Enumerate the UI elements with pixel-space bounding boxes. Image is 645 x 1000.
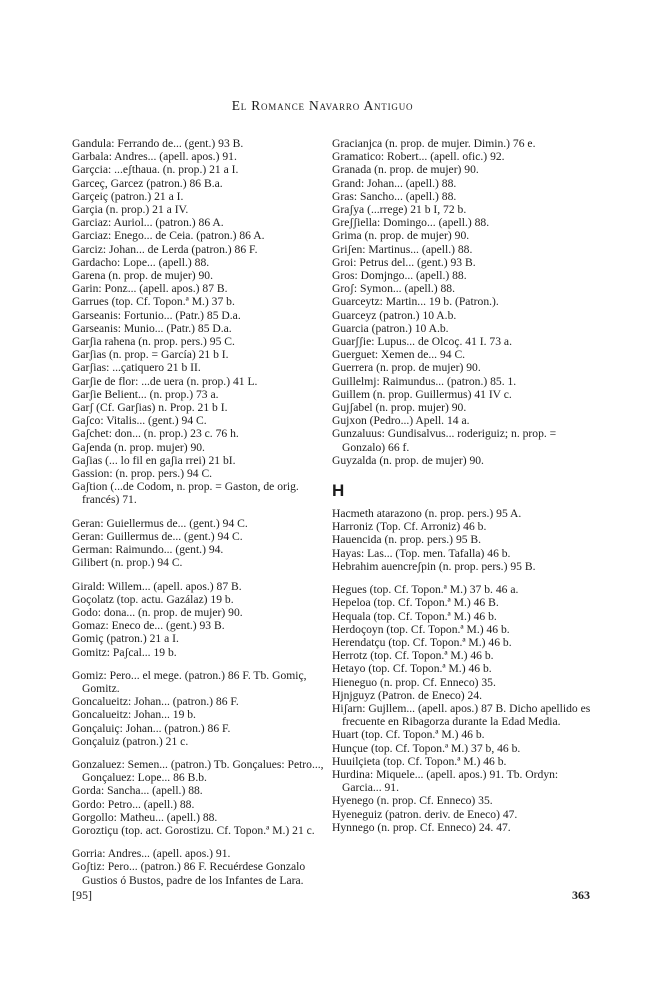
index-entry: Hynnego (n. prop. Cf. Enneco) 24. 47. [332, 820, 511, 834]
section-letter-h: H [332, 481, 345, 501]
index-entry: Herdoçoyn (top. Cf. Topon.ª M.) 46 b. [332, 622, 510, 636]
index-entry: Gujʃabel (n. prop. mujer) 90. [332, 401, 467, 415]
index-entry: Harroniz (Top. Cf. Arroniz) 46 b. [332, 520, 487, 534]
index-entry: Hayas: Las... (Top. men. Tafalla) 46 b. [332, 546, 511, 560]
index-entry: Garbala: Andres... (apell. apos.) 91. [72, 150, 237, 164]
footer-bracket-page: [95] [72, 888, 92, 902]
index-entry: Hyenego (n. prop. Cf. Enneco) 35. [332, 794, 493, 808]
index-entry: Groi: Petrus del... (gent.) 93 B. [332, 255, 476, 269]
index-entry: Griʃen: Martinus... (apell.) 88. [332, 242, 473, 256]
index-entry: Gaʃchet: don... (n. prop.) 23 c. 76 h. [72, 427, 239, 441]
index-entry: Gorria: Andres... (apell. apos.) 91. [72, 847, 231, 861]
index-entry: Gassion: (n. prop. pers.) 94 C. [72, 467, 213, 481]
index-entry: Guillem (n. prop. Guillermus) 41 IV c. [332, 387, 512, 401]
index-entry: Gandula: Ferrando de... (gent.) 93 B. [72, 137, 244, 150]
index-entry: Gomiz: Pero... el mege. (patron.) 86 F. Tb. Gomiç, Gomitz. [72, 668, 307, 695]
g-entries-continued [332, 137, 594, 467]
index-entry: Hetayo (top. Cf. Topon.ª M.) 46 b. [332, 662, 492, 676]
index-entry: Garʃ (Cf. Garʃias) n. Prop. 21 b I. [72, 401, 228, 415]
index-entry: Huart (top. Cf. Topon.ª M.) 46 b. [332, 728, 485, 742]
index-entry: Guerrera (n. prop. de mujer) 90. [332, 361, 481, 375]
index-entry: Grima (n. prop. de mujer) 90. [332, 229, 470, 243]
index-entry: Gardacho: Lope... (apell.) 88. [72, 255, 210, 269]
index-entry: Gomaz: Eneco de... (gent.) 93 B. [72, 619, 225, 633]
footer-page-number: 363 [572, 888, 590, 902]
index-entry: Gorgollo: Matheu... (apell.) 88. [72, 810, 218, 824]
index-entry: Granada (n. prop. de mujer) 90. [332, 163, 479, 177]
index-entry: Garena (n. prop. de mujer) 90. [72, 269, 214, 283]
index-entry: Hequala (top. Cf. Topon.ª M.) 46 b. [332, 609, 497, 623]
index-entry: Gaʃenda (n. prop. mujer) 90. [72, 440, 205, 454]
index-entry: Guarcia (patron.) 10 A.b. [332, 321, 449, 335]
index-entry: Goçolatz (top. actu. Gazálaz) 19 b. [72, 592, 234, 606]
index-entry: Herrotz (top. Cf. Topon.ª M.) 46 b. [332, 649, 494, 663]
index-entry: Gaʃias (... lo fil en gaʃia rrei) 21 bI. [72, 453, 236, 467]
index-entry: Gros: Domjngo... (apell.) 88. [332, 269, 467, 283]
index-entry: Gomitz: Paʃcal... 19 b. [72, 645, 177, 659]
index-entry: Hiʃarn: Gujllem... (apell. apos.) 87 B. Dicho apellido es frecuente en Ribagorza durante la Edad Media. [332, 701, 591, 729]
index-entry: Guarceytz: Martin... 19 b. (Patron.). [332, 295, 499, 309]
index-entry: Guarʃʃie: Lupus... de Olcoç. 41 I. 73 a. [332, 335, 512, 349]
index-entry: Gordo: Petro... (apell.) 88. [72, 797, 195, 811]
index-entry: Garʃie de flor: ...de uera (n. prop.) 41 L. [72, 374, 258, 388]
index-entry: Hjnjguyz (Patron. de Eneco) 24. [332, 688, 483, 702]
index-entry: Hauencida (n. prop. pers.) 95 B. [332, 533, 482, 547]
entry-gap [72, 570, 334, 580]
index-entry: Graʃya (...rrege) 21 b I, 72 b. [332, 203, 467, 217]
index-entry: Garciaz: Enego... de Ceia. (patron.) 86 A. [72, 229, 265, 243]
index-entry: Greʃʃiella: Domingo... (apell.) 88. [332, 216, 490, 230]
index-entry: Garciz: Johan... de Lerda (patron.) 86 F. [72, 242, 258, 256]
index-entry: Guyzalda (n. prop. de mujer) 90. [332, 453, 484, 467]
index-entry: Garʃias: ...çatiquero 21 b II. [72, 361, 201, 375]
index-entry: Garʃie Belient... (n. prop.) 73 a. [72, 387, 219, 401]
index-entry: Hebrahim auencreʃpin (n. prop. pers.) 95 B. [332, 559, 536, 573]
index-entry: Gaʃtion (...de Codom, n. prop. = Gaston, de orig. francés) 71. [72, 480, 299, 507]
index-entry: Gunzaluus: Gundisalvus... roderiguiz; n. prop. = Gonzalo) 66 f. [332, 427, 557, 454]
index-entry: Garrues (top. Cf. Topon.ª M.) 37 b. [72, 295, 235, 309]
index-entry: Goncalueitz: Johan... 19 b. [72, 708, 196, 722]
index-entry: Gracianjca (n. prop. de mujer. Dimin.) 76 e. [332, 137, 536, 150]
index-entry: Garin: Ponz... (apell. apos.) 87 B. [72, 282, 228, 296]
index-entry: Goʃtiz: Pero... (patron.) 86 F. Recuérdese Gonzalo Gustios ó Bustos, padre de los Infantes de Lara. [72, 860, 306, 887]
index-entry: Gujxon (Pedro...) Apell. 14 a. [332, 414, 470, 428]
right-column [332, 137, 594, 834]
entry-gap [72, 507, 334, 517]
left-column [72, 137, 334, 887]
index-entry: Gilibert (n. prop.) 94 C. [72, 556, 183, 570]
index-entry: Guarceyz (patron.) 10 A.b. [332, 308, 457, 322]
index-entry: Geran: Guillermus de... (gent.) 94 C. [72, 529, 243, 543]
running-header: El Romance Navarro Antiguo [231, 98, 414, 113]
index-entry: Garseanis: Munio... (Patr.) 85 D.a. [72, 321, 232, 335]
index-entry: Grand: Johan... (apell.) 88. [332, 176, 457, 190]
index-entry: Garçeiç (patron.) 21 a I. [72, 189, 184, 203]
index-entry: Gaʃco: Vitalis... (gent.) 94 C. [72, 414, 207, 428]
entry-gap [72, 837, 334, 847]
index-entry: German: Raimundo... (gent.) 94. [72, 543, 224, 557]
index-entry: Groʃ: Symon... (apell.) 88. [332, 282, 456, 296]
index-entry: Hieneguo (n. prop. Cf. Enneco) 35. [332, 675, 496, 689]
index-entry: Girald: Willem... (apell. apos.) 87 B. [72, 579, 242, 593]
h-entries [332, 507, 594, 834]
index-entry: Gonçaluiç: Johan... (patron.) 86 F. [72, 721, 231, 735]
index-entry: Garçia (n. prop.) 21 a IV. [72, 203, 189, 217]
index-entry: Garseanis: Fortunio... (Patr.) 85 D.a. [72, 308, 241, 322]
index-entry: Hegues (top. Cf. Topon.ª M.) 37 b. 46 a. [332, 583, 519, 597]
index-entry: Goroztiçu (top. act. Gorostizu. Cf. Topon.ª M.) 21 c. [72, 823, 315, 837]
index-entry: Garciaz: Auriol... (patron.) 86 A. [72, 216, 224, 230]
index-entry: Huuilçieta (top. Cf. Topon.ª M.) 46 b. [332, 754, 507, 768]
index-entry: Godo: dona... (n. prop. de mujer) 90. [72, 605, 243, 619]
index-entry: Gonzaluez: Semen... (patron.) Tb. Gonçalues: Petro..., Gonçaluez: Lope... 86 B.b. [72, 757, 324, 785]
index-entry: Gras: Sancho... (apell.) 88. [332, 189, 457, 203]
index-entry: Gramatico: Robert... (apell. ofic.) 92. [332, 150, 505, 164]
index-entry: Guillelmj: Raimundus... (patron.) 85. 1. [332, 374, 517, 388]
index-entry: Garʃias (n. prop. = García) 21 b I. [72, 348, 229, 362]
entry-gap [72, 659, 334, 669]
index-entry: Hyeneguiz (patron. deriv. de Eneco) 47. [332, 807, 518, 821]
index-entry: Hacmeth atarazono (n. prop. pers.) 95 A. [332, 507, 522, 521]
index-entry: Gomiç (patron.) 21 a I. [72, 632, 179, 646]
index-entry: Garçcia: ...eʃthaua. (n. prop.) 21 a I. [72, 163, 239, 177]
index-entry: Gorda: Sancha... (apell.) 88. [72, 784, 203, 798]
index-entry: Guerguet: Xemen de... 94 C. [332, 348, 466, 362]
index-entry: Hunçue (top. Cf. Topon.ª M.) 37 b, 46 b. [332, 741, 521, 755]
index-entry: Geran: Guiellermus de... (gent.) 94 C. [72, 516, 248, 530]
index-entry: Goncalueitz: Johan... (patron.) 86 F. [72, 695, 239, 709]
index-entry: Herendatçu (top. Cf. Topon.ª M.) 46 b. [332, 635, 512, 649]
index-entry: Gonçaluiz (patron.) 21 c. [72, 734, 189, 748]
index-entry: Hepeloa (top. Cf. Topon.ª M.) 46 B. [332, 596, 499, 610]
entry-gap [72, 748, 334, 758]
index-entry: Garʃia rahena (n. prop. pers.) 95 C. [72, 335, 235, 349]
index-entry: Hurdina: Miquele... (apell. apos.) 91. Tb. Ordyn: Garcia... 91. [332, 767, 559, 795]
index-entry: Garceç, Garcez (patron.) 86 B.a. [72, 176, 223, 190]
entry-gap [332, 573, 594, 583]
